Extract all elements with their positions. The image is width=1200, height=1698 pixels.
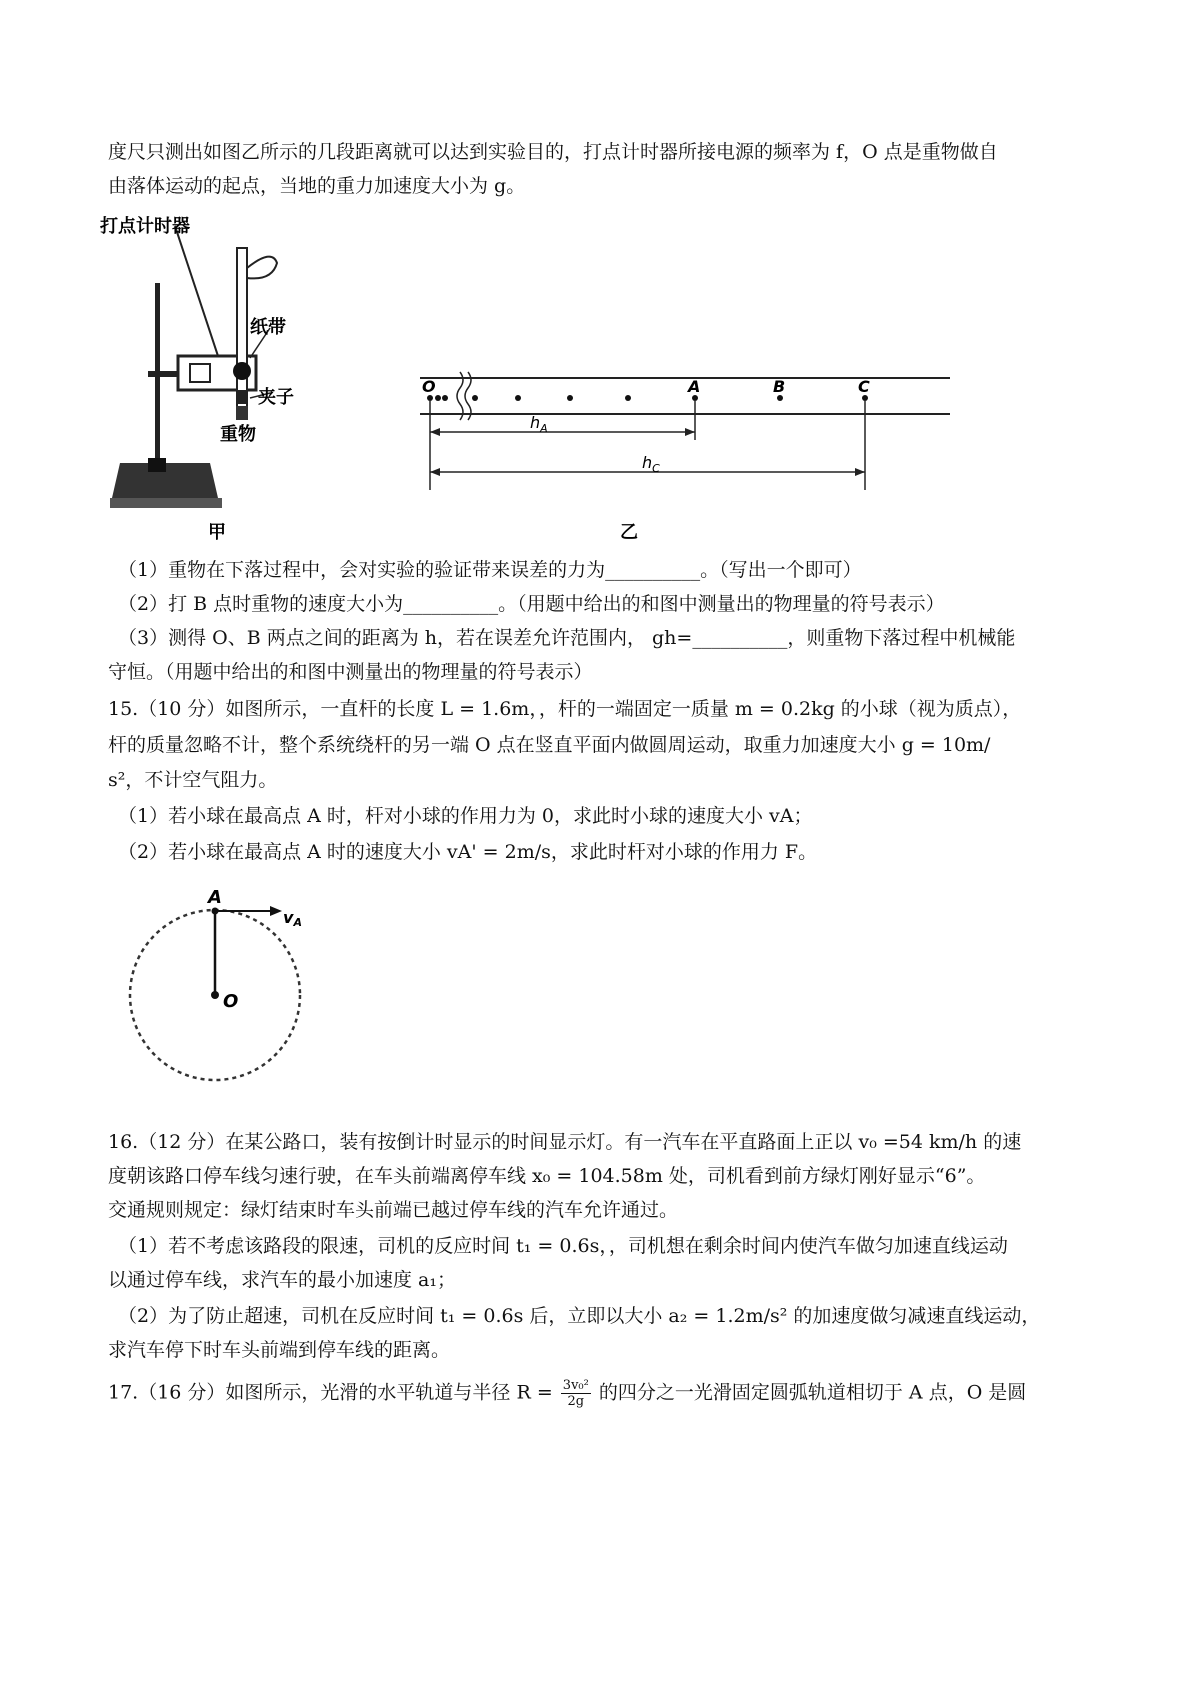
q15-part-2: （2）若小球在最高点 A 时的速度大小 vA' = 2m/s，求此时杆对小球的作用力 F。 (118, 841, 818, 863)
figure-jia-apparatus (100, 208, 390, 548)
q16-line-1: 16.（12 分）在某公路口，装有按倒计时显示的时间显示灯。有一汽车在平直路面上正以 v₀ =54 km/h 的速 (108, 1131, 1022, 1153)
label-timer: 打点计时器 (100, 216, 190, 237)
q15-line-3: s²，不计空气阻力。 (108, 769, 278, 791)
q14-part-2: （2）打 B 点时重物的速度大小为__________。（用题中给出的和图中测量出的物理量的符号表示） (118, 593, 945, 615)
label-weight: 重物 (220, 424, 256, 445)
label-tape: 纸带 (250, 317, 286, 338)
q16-part-1a: （1）若不考虑该路段的限速，司机的反应时间 t₁ = 0.6s，，司机想在剩余时间内使汽车做匀加速直线运动 (118, 1235, 1008, 1257)
q17-fraction (561, 1378, 591, 1409)
q15-line-2: 杆的质量忽略不计，整个系统绕杆的另一端 O 点在竖直平面内做圆周运动，取重力加速度大小 g = 10m/ (108, 734, 991, 756)
q16-line-3: 交通规则规定：绿灯结束时车头前端已越过停车线的汽车允许通过。 (108, 1199, 679, 1221)
q16-part-2a: （2）为了防止超速，司机在反应时间 t₁ = 0.6s 后，立即以大小 a₂ = 1.2m/s² 的加速度做匀减速直线运动， (118, 1305, 1041, 1327)
point-A: A (688, 377, 701, 396)
caption-jia: 甲 (208, 522, 226, 543)
q14-part-3a: （3）测得 O、B 两点之间的距离为 h，若在误差允许范围内， gh=__________，则重物下落过程中机械能 (118, 627, 1016, 649)
q17-text-a: 17.（16 分）如图所示，光滑的水平轨道与半径 R = (108, 1381, 553, 1404)
q14-part-1: （1）重物在下落过程中，会对实验的验证带来误差的力为__________。（写出一个即可） (118, 559, 862, 581)
circle-label-vA: vA (283, 908, 302, 929)
q14-part-3b: 守恒。（用题中给出的和图中测量出的物理量的符号表示） (108, 661, 593, 683)
intro-line-2: 由落体运动的起点，当地的重力加速度大小为 g。 (108, 175, 526, 197)
intro-line-1: 度尺只测出如图乙所示的几段距离就可以达到实验目的，打点计时器所接电源的频率为 f，O 点是重物做自 (108, 141, 998, 163)
q17-fraction-den: 2g (567, 1394, 585, 1409)
q16-part-1b: 以通过停车线，求汽车的最小加速度 a₁； (108, 1269, 456, 1291)
label-hA: $h_A$ (530, 413, 548, 435)
point-B: B (773, 377, 786, 396)
label-clip: 夹子 (258, 387, 294, 408)
circle-label-O: O (223, 991, 239, 1012)
point-C: C (858, 377, 870, 396)
caption-yi: 乙 (620, 522, 638, 543)
point-O: O (422, 377, 436, 396)
label-hC: $h_C$ (642, 453, 660, 475)
figure-q15-circle (120, 885, 360, 1115)
q16-line-2: 度朝该路口停车线匀速行驶，在车头前端离停车线 x₀ = 104.58m 处，司机看到前方绿灯刚好显示“6”。 (108, 1165, 986, 1187)
q16-part-2b: 求汽车停下时车头前端到停车线的距离。 (108, 1339, 451, 1361)
circle-label-A: A (208, 887, 222, 908)
q15-line-1: 15.（10 分）如图所示，一直杆的长度 L = 1.6m，，杆的一端固定一质量 m = 0.2kg 的小球（视为质点）， (108, 698, 1022, 720)
q17-text-b: 的四分之一光滑固定圆弧轨道相切于 A 点，O 是圆 (598, 1381, 1027, 1404)
figure-yi-tape (410, 360, 970, 550)
q15-part-1: （1）若小球在最高点 A 时，杆对小球的作用力为 0，求此时小球的速度大小 vA； (118, 805, 813, 827)
q17-line-1 (108, 1378, 1026, 1409)
q17-fraction-num: 3v₀² (562, 1378, 589, 1393)
